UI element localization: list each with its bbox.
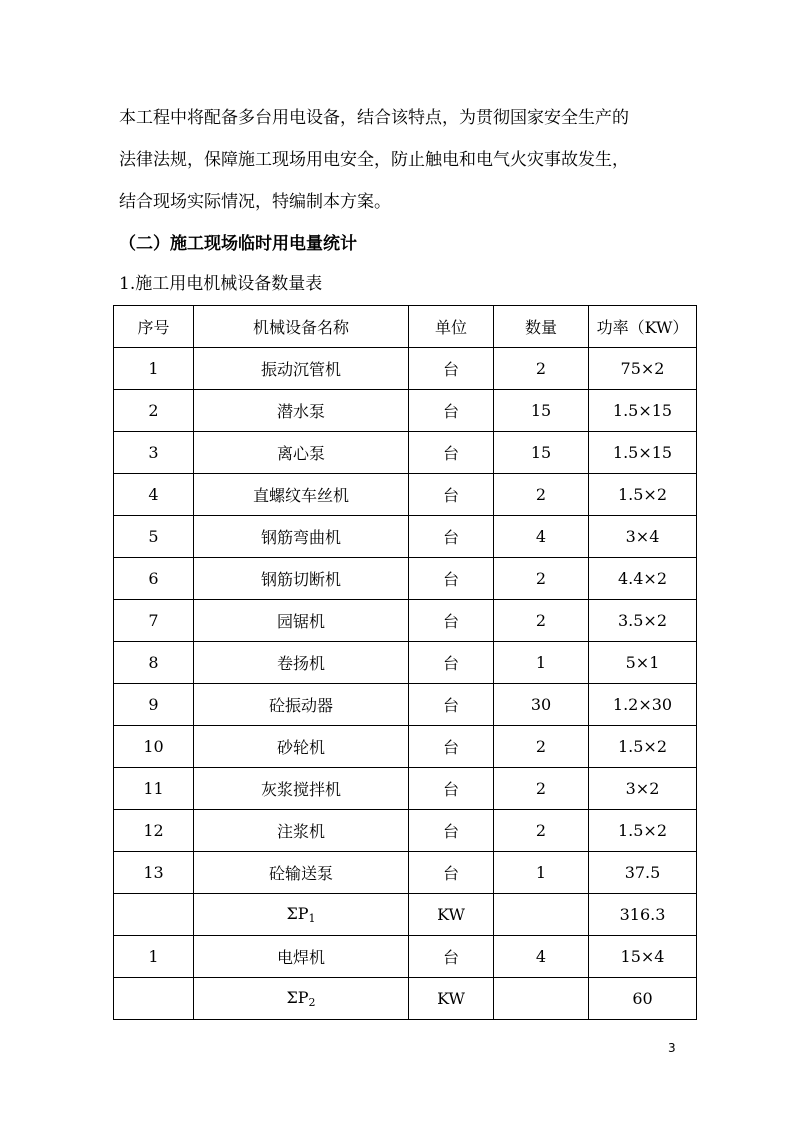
- cell-qty: 4: [494, 516, 589, 558]
- intro-line-2: 法律法规，保障施工现场用电安全，防止触电和电气火灾事故发生，: [119, 150, 629, 170]
- table-sum-row-2: [114, 978, 697, 1020]
- cell-seq: [114, 978, 194, 1020]
- cell-name: 离心泵: [194, 432, 409, 474]
- cell-qty: 4: [494, 936, 589, 978]
- cell-unit: 台: [409, 558, 494, 600]
- cell-qty: 2: [494, 600, 589, 642]
- cell-power: 1.5×2: [589, 474, 697, 516]
- cell-name: 钢筋弯曲机: [194, 516, 409, 558]
- table-row: [114, 642, 697, 684]
- cell-unit: 台: [409, 600, 494, 642]
- cell-seq: 1: [114, 348, 194, 390]
- cell-qty: 2: [494, 558, 589, 600]
- cell-name: 电焊机: [194, 936, 409, 978]
- table-row: [114, 852, 697, 894]
- table-row: [114, 558, 697, 600]
- cell-qty: 15: [494, 432, 589, 474]
- cell-name: 振动沉管机: [194, 348, 409, 390]
- cell-name: 灰浆搅拌机: [194, 768, 409, 810]
- header-seq: 序号: [114, 306, 194, 348]
- cell-power: 1.5×15: [589, 390, 697, 432]
- cell-name: 砼振动器: [194, 684, 409, 726]
- cell-seq: 7: [114, 600, 194, 642]
- cell-seq: 6: [114, 558, 194, 600]
- cell-unit: 台: [409, 474, 494, 516]
- cell-power: 1.5×2: [589, 810, 697, 852]
- cell-qty: 2: [494, 768, 589, 810]
- cell-seq: [114, 894, 194, 936]
- cell-seq: 4: [114, 474, 194, 516]
- table-sum-row-1: [114, 894, 697, 936]
- cell-qty: [494, 894, 589, 936]
- cell-qty: 2: [494, 726, 589, 768]
- cell-power: 3.5×2: [589, 600, 697, 642]
- sum-symbol: ΣP: [286, 988, 309, 1007]
- cell-unit: 台: [409, 852, 494, 894]
- table-row: [114, 600, 697, 642]
- table-row: [114, 936, 697, 978]
- cell-qty: 2: [494, 348, 589, 390]
- cell-unit: 台: [409, 936, 494, 978]
- table-row: [114, 390, 697, 432]
- cell-unit: 台: [409, 642, 494, 684]
- table-header-row: [114, 306, 697, 348]
- table-row: [114, 810, 697, 852]
- intro-line-1: 本工程中将配备多台用电设备，结合该特点，为贯彻国家安全生产的: [119, 108, 629, 128]
- cell-name: 潜水泵: [194, 390, 409, 432]
- header-equipment-name: 机械设备名称: [194, 306, 409, 348]
- cell-unit: KW: [409, 894, 494, 936]
- cell-qty: 15: [494, 390, 589, 432]
- cell-seq: 10: [114, 726, 194, 768]
- table-row: [114, 768, 697, 810]
- equipment-table: [113, 305, 697, 1020]
- cell-power: 60: [589, 978, 697, 1020]
- cell-unit: 台: [409, 348, 494, 390]
- cell-power: 15×4: [589, 936, 697, 978]
- cell-unit: 台: [409, 768, 494, 810]
- cell-qty: 30: [494, 684, 589, 726]
- cell-seq: 12: [114, 810, 194, 852]
- cell-power: 75×2: [589, 348, 697, 390]
- table-row: [114, 474, 697, 516]
- table-row: [114, 726, 697, 768]
- cell-unit: 台: [409, 810, 494, 852]
- cell-power: 4.4×2: [589, 558, 697, 600]
- cell-power: 3×2: [589, 768, 697, 810]
- cell-qty: [494, 978, 589, 1020]
- cell-unit: 台: [409, 684, 494, 726]
- table-row: [114, 516, 697, 558]
- cell-seq: 5: [114, 516, 194, 558]
- header-quantity: 数量: [494, 306, 589, 348]
- header-unit: 单位: [409, 306, 494, 348]
- cell-seq: 8: [114, 642, 194, 684]
- sum-symbol: ΣP: [286, 904, 309, 923]
- cell-unit: 台: [409, 726, 494, 768]
- table-row: [114, 684, 697, 726]
- cell-power: 3×4: [589, 516, 697, 558]
- cell-name: 砼输送泵: [194, 852, 409, 894]
- table-title: 1.施工用电机械设备数量表: [119, 274, 323, 294]
- cell-name: 园锯机: [194, 600, 409, 642]
- intro-line-3: 结合现场实际情况，特编制本方案。: [119, 192, 391, 212]
- table-row: [114, 432, 697, 474]
- cell-qty: 1: [494, 852, 589, 894]
- cell-unit: 台: [409, 390, 494, 432]
- cell-unit: KW: [409, 978, 494, 1020]
- cell-seq: 13: [114, 852, 194, 894]
- cell-qty: 1: [494, 642, 589, 684]
- cell-name: 卷扬机: [194, 642, 409, 684]
- cell-seq: 1: [114, 936, 194, 978]
- sum-p2-label: [194, 978, 409, 1020]
- cell-name: 钢筋切断机: [194, 558, 409, 600]
- sum-p1-label: [194, 894, 409, 936]
- cell-power: 37.5: [589, 852, 697, 894]
- cell-unit: 台: [409, 516, 494, 558]
- cell-seq: 9: [114, 684, 194, 726]
- cell-power: 316.3: [589, 894, 697, 936]
- table-row: [114, 348, 697, 390]
- section-heading: （二）施工现场临时用电量统计: [119, 234, 357, 254]
- cell-qty: 2: [494, 474, 589, 516]
- cell-seq: 11: [114, 768, 194, 810]
- page-number: 3: [668, 1041, 676, 1055]
- header-power: 功率（KW）: [589, 306, 697, 348]
- cell-seq: 3: [114, 432, 194, 474]
- cell-name: 砂轮机: [194, 726, 409, 768]
- cell-name: 直螺纹车丝机: [194, 474, 409, 516]
- sum-subscript: 1: [308, 912, 316, 925]
- cell-seq: 2: [114, 390, 194, 432]
- cell-name: 注浆机: [194, 810, 409, 852]
- cell-qty: 2: [494, 810, 589, 852]
- sum-subscript: 2: [308, 996, 316, 1009]
- cell-power: 1.5×2: [589, 726, 697, 768]
- cell-unit: 台: [409, 432, 494, 474]
- cell-power: 1.5×15: [589, 432, 697, 474]
- cell-power: 1.2×30: [589, 684, 697, 726]
- cell-power: 5×1: [589, 642, 697, 684]
